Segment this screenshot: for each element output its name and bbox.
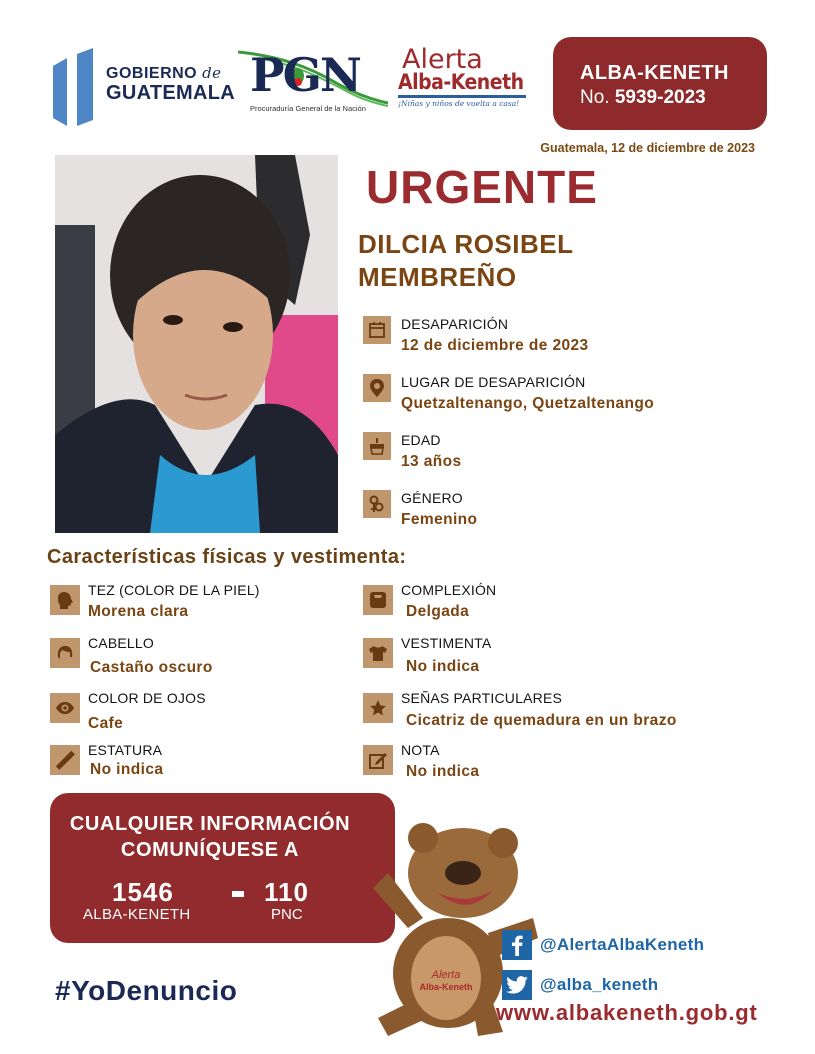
phone-pnc[interactable]: 110 xyxy=(264,877,309,907)
alerta-alba-keneth-logo: Alerta Alba-Keneth ¡Niñas y niños de vuelta a casa! xyxy=(398,46,533,108)
contact-heading: CUALQUIER INFORMACIÓN COMUNÍQUESE A xyxy=(69,813,351,861)
location-pin-icon xyxy=(363,374,391,402)
scale-icon xyxy=(363,585,393,615)
facebook-icon xyxy=(502,930,532,960)
case-number-badge: ALBA-KENETH No. 5939-2023 xyxy=(553,37,767,130)
note-edit-icon xyxy=(363,745,393,775)
twitter-icon xyxy=(502,970,532,1000)
characteristics-heading: Características físicas y vestimenta: xyxy=(47,546,407,568)
head-profile-icon xyxy=(50,585,80,615)
gender-icon xyxy=(363,490,391,518)
phone-separator xyxy=(232,891,244,897)
urgent-heading: URGENTE xyxy=(366,161,598,213)
hashtag: #YoDenuncio xyxy=(55,975,238,1006)
contact-info-box xyxy=(50,793,395,943)
pgn-subtitle: Procuraduría General de la Nación xyxy=(250,104,366,113)
phone-alba-keneth[interactable]: 1546 xyxy=(112,877,174,907)
phone-alba-keneth-label: ALBA-KENETH xyxy=(83,906,191,923)
phone-pnc-label: PNC xyxy=(271,906,303,923)
hair-icon xyxy=(50,638,80,668)
missing-person-name: DILCIA ROSIBEL MEMBREÑO xyxy=(358,229,574,292)
tshirt-icon xyxy=(363,638,393,668)
pgn-logo: PGN xyxy=(250,48,360,102)
svg-text:Alba-Keneth: Alba-Keneth xyxy=(419,982,473,992)
svg-text:Alerta: Alerta xyxy=(431,969,461,981)
birthday-cake-icon xyxy=(363,432,391,460)
website-link[interactable]: www.albakeneth.gob.gt xyxy=(496,1000,758,1025)
missing-person-photo xyxy=(55,155,338,533)
gobierno-guatemala-logo-bars xyxy=(53,48,99,126)
eye-icon xyxy=(50,693,80,723)
gobierno-guatemala-logo-text: GOBIERNO de GUATEMALA xyxy=(106,64,235,104)
publication-date: Guatemala, 12 de diciembre de 2023 xyxy=(540,141,755,155)
calendar-icon xyxy=(363,316,391,344)
ruler-icon xyxy=(50,745,80,775)
star-icon xyxy=(363,693,393,723)
